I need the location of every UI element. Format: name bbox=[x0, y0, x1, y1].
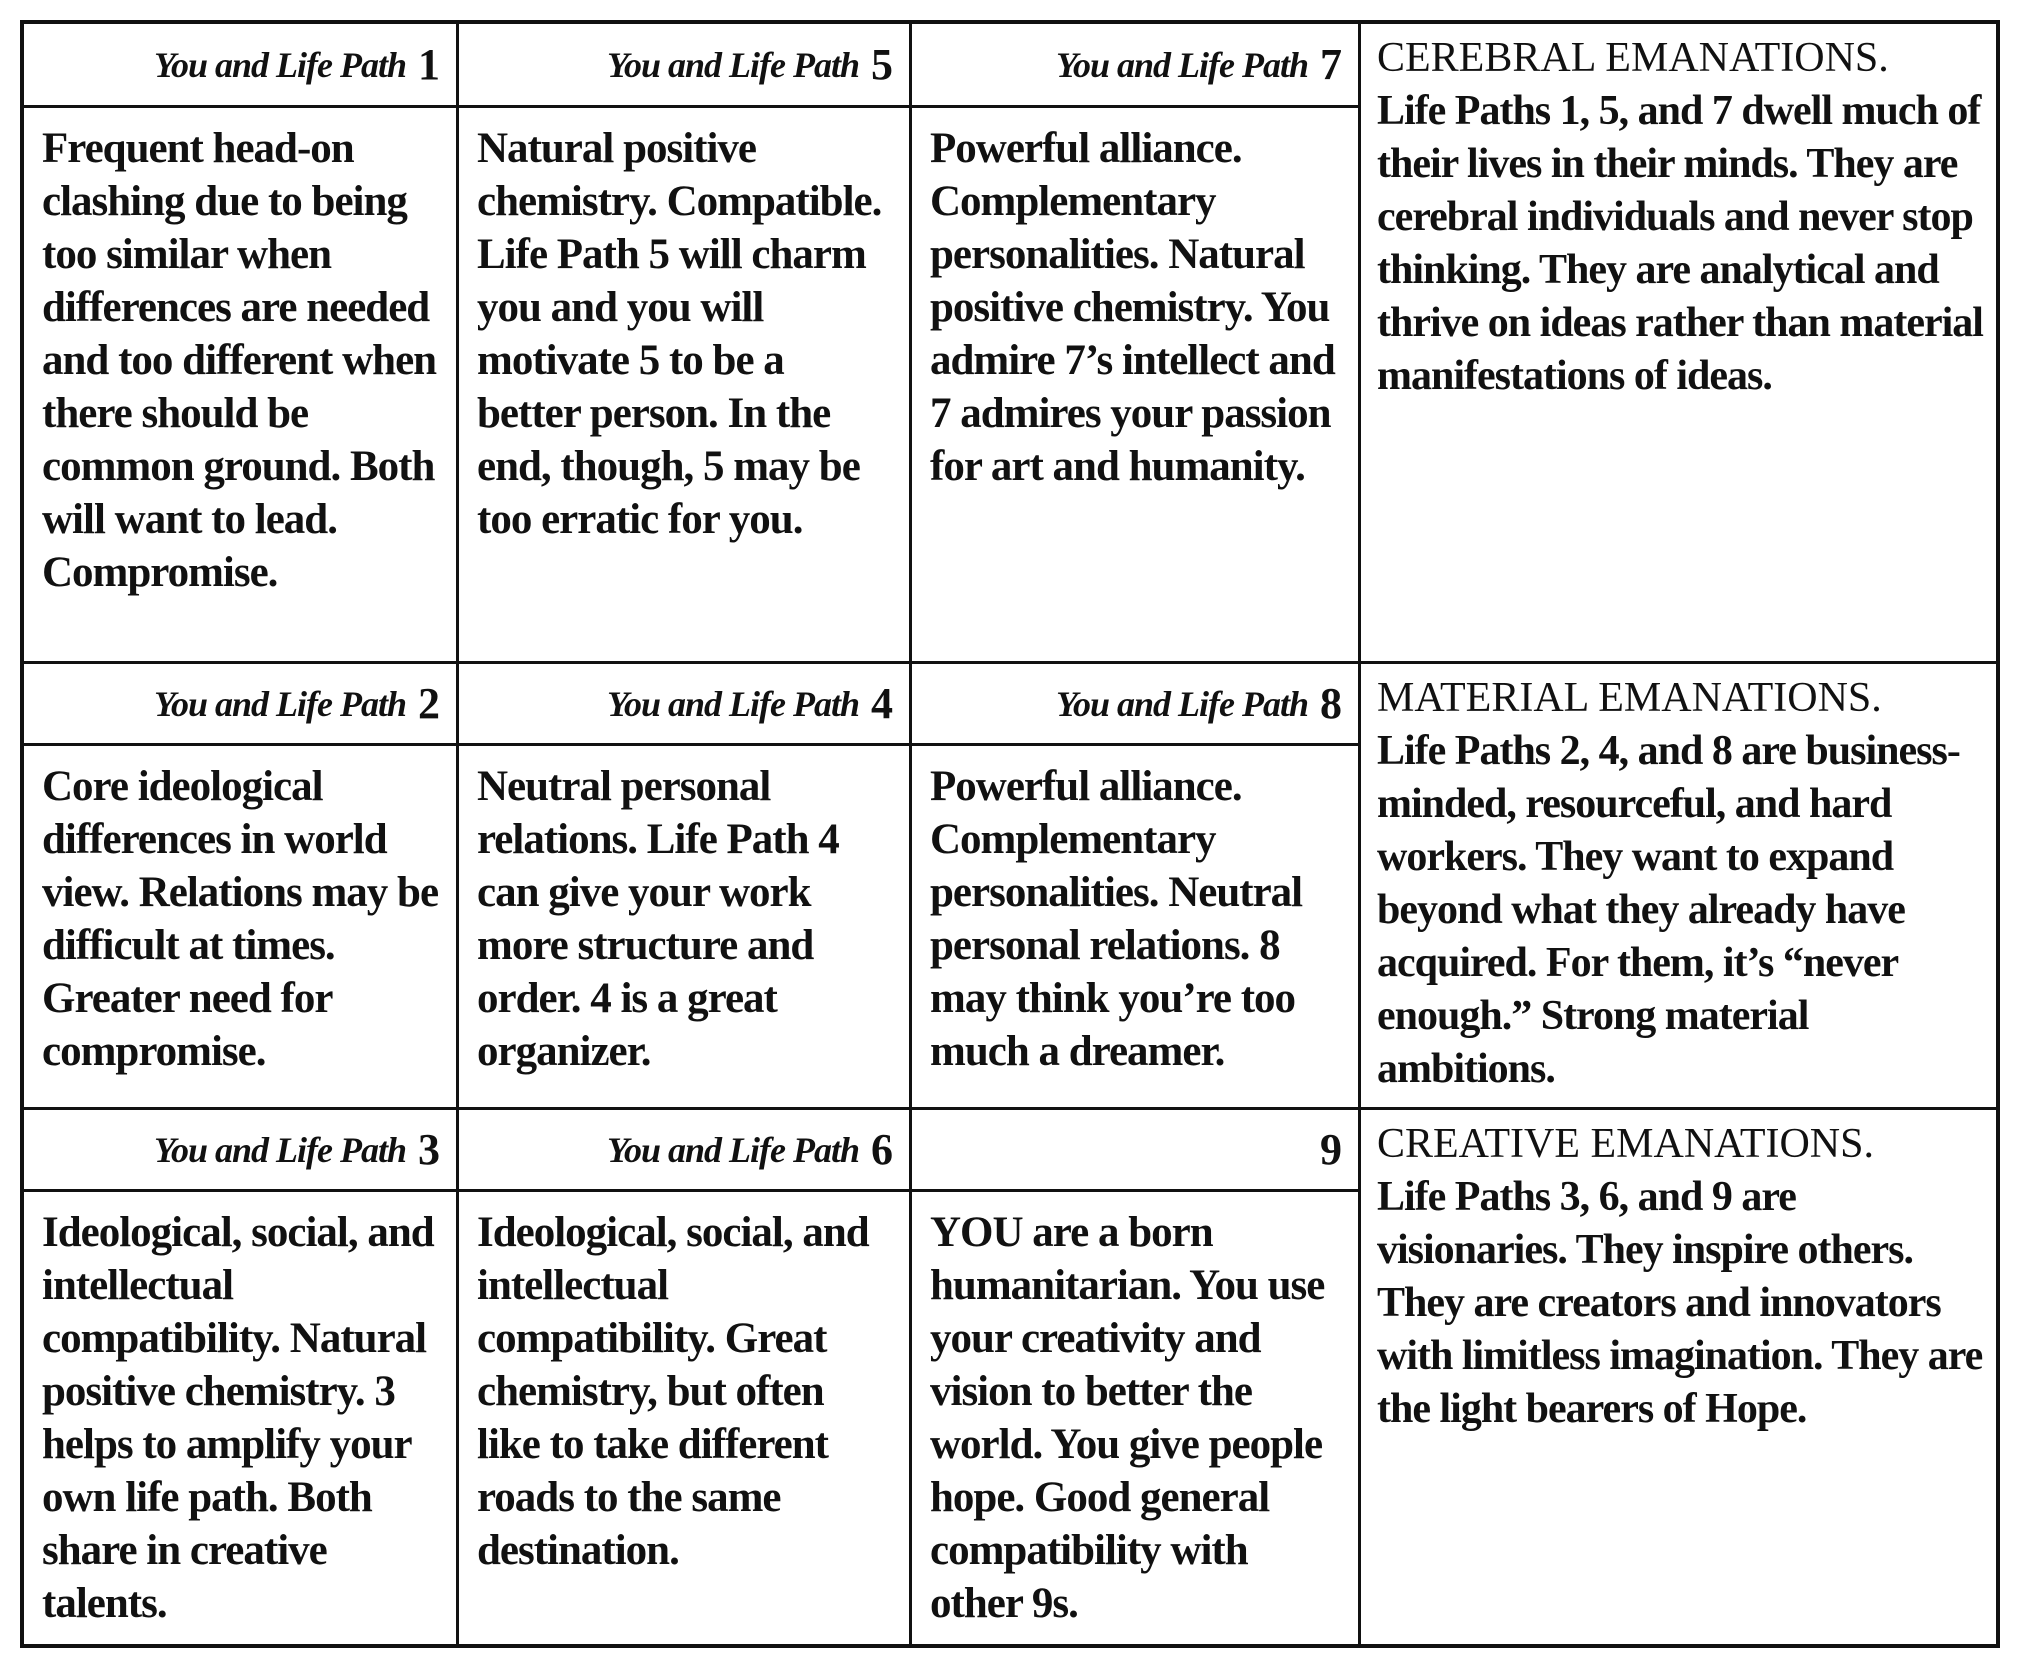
header-number: 4 bbox=[871, 679, 893, 728]
header-number: 1 bbox=[418, 40, 440, 89]
header-label: You and Life Path bbox=[606, 683, 859, 724]
header-label: You and Life Path bbox=[1055, 44, 1308, 85]
header-life-path-7 bbox=[912, 24, 1361, 108]
life-path-1-description: Frequent head-on clashing due to being too similar when differences are needed and too different when there should be common ground. Both will want to lead. Compromise. bbox=[24, 108, 459, 664]
life-path-compatibility-table bbox=[20, 20, 2000, 1648]
header-number: 6 bbox=[871, 1125, 893, 1174]
header-label: You and Life Path bbox=[606, 1129, 859, 1170]
header-life-path-5 bbox=[459, 24, 912, 108]
creative-emanations-text: Life Paths 3, 6, and 9 are visionaries. They inspire others. They are creators and innovators with limitless imagination. They are the light bearers of Hope. bbox=[1377, 1174, 1983, 1432]
header-label: You and Life Path bbox=[1055, 683, 1308, 724]
life-path-5-description: Natural positive chemistry. Compatible. Life Path 5 will charm you and you will motivate 5 to be a better person. In the end, though, 5 may be too erratic for you. bbox=[459, 108, 912, 664]
life-path-4-description: Neutral personal relations. Life Path 4 can give your work more structure and order. 4 is a great organizer. bbox=[459, 746, 912, 1110]
life-path-7-description: Powerful alliance. Complementary personalities. Natural positive chemistry. You admire 7’s intellect and 7 admires your passion for art and humanity. bbox=[912, 108, 1361, 664]
life-path-3-description: Ideological, social, and intellectual compatibility. Natural positive chemistry. 3 helps to amplify your own life path. Both share in creative talents. bbox=[24, 1192, 459, 1644]
header-life-path-2 bbox=[24, 664, 459, 746]
header-number: 8 bbox=[1320, 679, 1342, 728]
life-path-8-description: Powerful alliance. Complementary personalities. Neutral personal relations. 8 may think you’re too much a dreamer. bbox=[912, 746, 1361, 1110]
cerebral-emanations-cell bbox=[1361, 24, 1996, 664]
header-label: You and Life Path bbox=[153, 1129, 406, 1170]
header-number: 3 bbox=[418, 1125, 440, 1174]
header-life-path-4 bbox=[459, 664, 912, 746]
life-path-9-description: YOU are a born humanitarian. You use your creativity and vision to better the world. You give people hope. Good general compatibility with other 9s. bbox=[912, 1192, 1361, 1644]
cerebral-emanations-text: Life Paths 1, 5, and 7 dwell much of their lives in their minds. They are cerebral individuals and never stop thinking. They are analytical and thrive on ideas rather than material manifestations of ideas. bbox=[1377, 88, 1983, 399]
header-life-path-3 bbox=[24, 1110, 459, 1192]
cerebral-emanations-title: CEREBRAL EMANATIONS. bbox=[1377, 35, 1889, 81]
header-life-path-8 bbox=[912, 664, 1361, 746]
creative-emanations-cell bbox=[1361, 1110, 1996, 1644]
header-number: 2 bbox=[418, 679, 440, 728]
header-number: 5 bbox=[871, 40, 893, 89]
header-label: You and Life Path bbox=[606, 44, 859, 85]
life-path-6-description: Ideological, social, and intellectual compatibility. Great chemistry, but often like to take different roads to the same destination. bbox=[459, 1192, 912, 1644]
life-path-2-description: Core ideological differences in world view. Relations may be difficult at times. Greater need for compromise. bbox=[24, 746, 459, 1110]
header-number: 9 bbox=[1320, 1125, 1342, 1174]
header-life-path-1 bbox=[24, 24, 459, 108]
header-life-path-9 bbox=[912, 1110, 1361, 1192]
header-number: 7 bbox=[1320, 40, 1342, 89]
creative-emanations-title: CREATIVE EMANATIONS. bbox=[1377, 1121, 1874, 1167]
header-label: You and Life Path bbox=[153, 683, 406, 724]
material-emanations-text: Life Paths 2, 4, and 8 are business-minded, resourceful, and hard workers. They want to expand beyond what they already have acquired. For them, it’s “never enough.” Strong material ambitions. bbox=[1377, 728, 1960, 1092]
material-emanations-cell bbox=[1361, 664, 1996, 1110]
header-life-path-6 bbox=[459, 1110, 912, 1192]
material-emanations-title: MATERIAL EMANATIONS. bbox=[1377, 675, 1882, 721]
header-label: You and Life Path bbox=[153, 44, 406, 85]
